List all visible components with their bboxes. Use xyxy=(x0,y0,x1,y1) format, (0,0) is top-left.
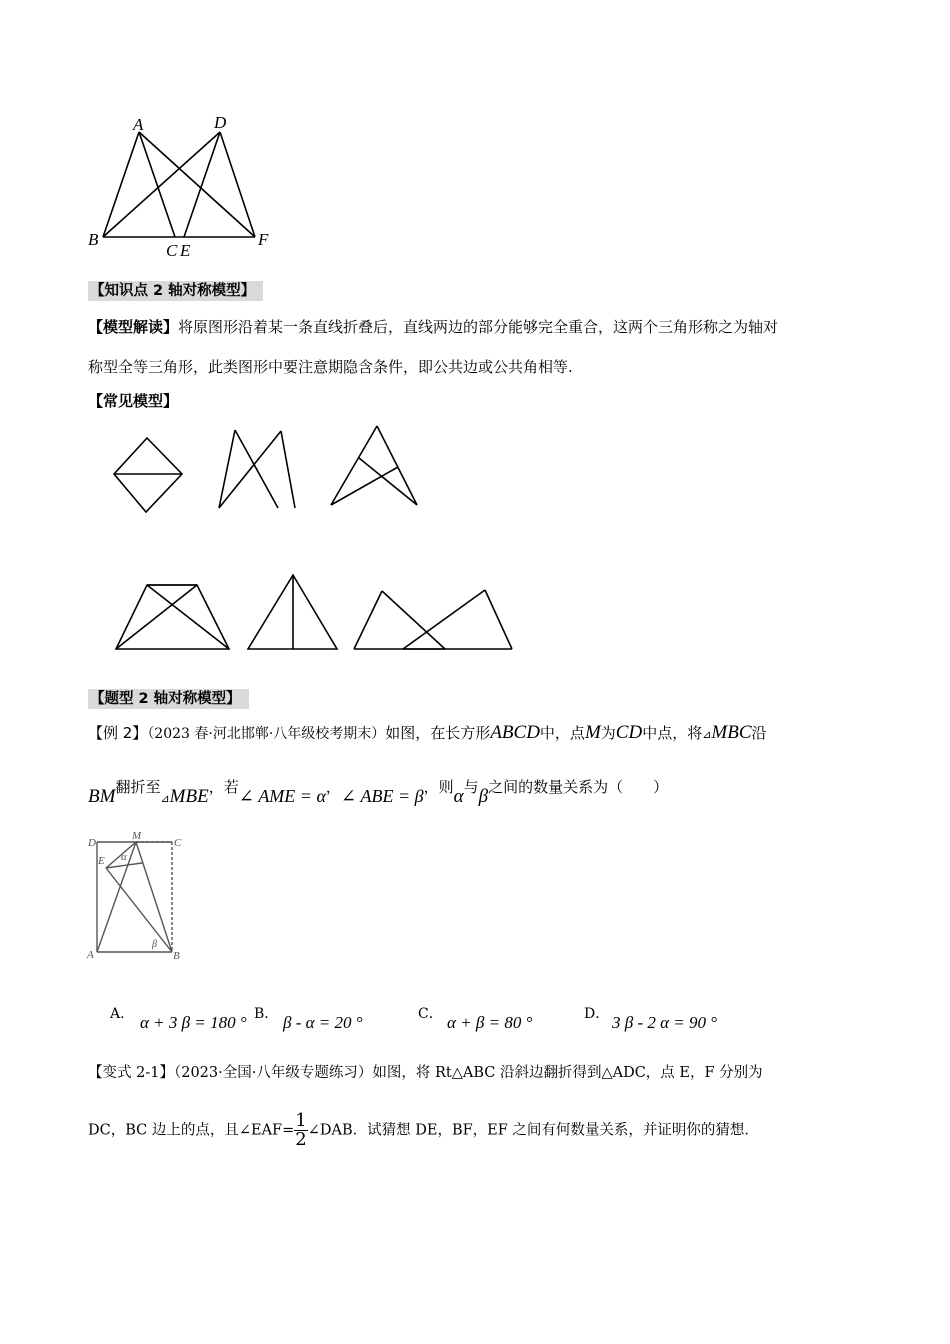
model-explain-line2: 称型全等三角形，此类图形中要注意期隐含条件，即公共边或公共角相等. xyxy=(88,358,573,376)
seg-MB xyxy=(136,842,172,952)
knowledge-point-2-tag: 【知识点 2 轴对称模型】 xyxy=(88,281,263,301)
model-two-tri-4 xyxy=(403,590,485,649)
variant21-label: 【变式 2-1】 xyxy=(88,1065,174,1081)
variant21-text2a: DC，BC 边上的点，且∠EAF= xyxy=(88,1122,295,1139)
model-bigtri-d2 xyxy=(147,585,229,649)
example2-mbe: MBE xyxy=(169,786,209,807)
example2-text4: 中点，将 xyxy=(642,724,703,742)
model-tri-left xyxy=(331,426,377,505)
example2-abcd: ABCD xyxy=(490,722,540,743)
seg-EB xyxy=(106,868,172,952)
fig2-label-E: E xyxy=(98,855,105,867)
example2-text10: 与 xyxy=(463,778,479,796)
model-explain-label: 【模型解读】 xyxy=(88,318,179,336)
fraction-numerator: 1 xyxy=(295,1110,307,1131)
model-explain-text1: 将原图形沿着某一条直线折叠后，直线两边的部分能够完全重合，这两个三角形称之为轴对 xyxy=(178,318,779,336)
label-E: E xyxy=(180,241,191,260)
example2-triangle-symbol-1: ⊿ xyxy=(702,728,712,741)
example2-bm: BM xyxy=(88,786,116,807)
example2-text11: 之间的数量关系为（ ） xyxy=(488,778,669,796)
example2-condition2: ∠ ABE = β xyxy=(340,786,424,806)
option-c-letter[interactable]: C． xyxy=(418,1006,443,1022)
example2-label: 【例 2】 xyxy=(88,724,148,742)
example2-text1: 如图，在长方形 xyxy=(385,724,491,742)
variant21-source: （2023·全国·八年级专题练习） xyxy=(173,1065,373,1081)
option-d-letter[interactable]: D． xyxy=(584,1006,610,1022)
fig2-label-M: M xyxy=(132,830,142,842)
type-2-tag: 【题型 2 轴对称模型】 xyxy=(88,689,249,709)
fig2-label-A: A xyxy=(87,949,94,961)
fig2-label-C: C xyxy=(174,837,182,849)
fig2-label-alpha: α xyxy=(121,851,127,863)
common-models-label: 【常见模型】 xyxy=(88,392,179,410)
model-two-tri-1 xyxy=(354,591,382,649)
variant21-line2 xyxy=(88,1112,759,1149)
example2-text9: ，则 xyxy=(423,778,454,796)
label-F: F xyxy=(258,230,269,249)
option-c-expr[interactable]: α + β = 80 ° xyxy=(447,1013,533,1032)
label-B: B xyxy=(88,230,99,249)
figure-top-triangles xyxy=(80,108,280,268)
model-tri-right xyxy=(377,426,417,505)
variant21-text1: 如图，将 Rt△ABC 沿斜边翻折得到△ADC，点 E，F 分别为 xyxy=(372,1065,763,1081)
option-b-letter[interactable]: B． xyxy=(254,1006,279,1022)
label-D: D xyxy=(214,113,227,132)
example2-text7: ，若 xyxy=(208,778,239,796)
model-tri-cross2 xyxy=(359,458,417,505)
model-tri-cross1 xyxy=(331,467,398,505)
example2-line2 xyxy=(88,776,669,807)
model-m-left xyxy=(219,430,235,508)
example2-m: M xyxy=(584,722,601,743)
example2-text3: 为 xyxy=(600,724,616,742)
example2-figure xyxy=(86,830,196,962)
example2-alpha: α xyxy=(453,786,464,807)
example2-triangle-symbol-2: ⊿ xyxy=(160,792,170,805)
variant21-line1 xyxy=(88,1061,763,1082)
example2-text6: 翻折至 xyxy=(115,778,161,796)
model-explain-line1 xyxy=(88,316,778,337)
example2-mbc: MBC xyxy=(711,722,752,743)
label-A: A xyxy=(133,115,144,134)
label-C: C xyxy=(166,241,178,260)
option-a-letter[interactable]: A． xyxy=(110,1006,135,1022)
model-two-tri-2 xyxy=(382,591,445,649)
fraction-denominator: 2 xyxy=(295,1129,307,1150)
option-b-expr[interactable]: β - α = 20 ° xyxy=(283,1013,363,1032)
fig2-label-B: B xyxy=(173,950,180,962)
model-bigtri-d1 xyxy=(116,585,197,649)
fig2-label-beta: β xyxy=(152,939,157,950)
option-a-expr[interactable]: α + 3 β = 180 ° xyxy=(140,1013,247,1032)
fig2-label-D: D xyxy=(88,837,96,849)
example2-text8: ， xyxy=(325,778,341,796)
example2-beta: β xyxy=(478,786,489,807)
variant21-fraction xyxy=(294,1112,307,1149)
example2-cd: CD xyxy=(615,722,643,743)
model-bigtri xyxy=(116,585,229,649)
option-d-expr[interactable]: 3 β - 2 α = 90 ° xyxy=(612,1013,718,1032)
variant21-text2b: ∠DAB．试猜想 DE，BF，EF 之间有何数量关系，并证明你的猜想． xyxy=(307,1122,759,1139)
model-m-right xyxy=(281,431,295,508)
example2-line1 xyxy=(88,722,767,744)
common-models-figures xyxy=(100,420,520,660)
example2-condition1: ∠ AME = α xyxy=(238,786,326,806)
example2-source: （2023 春·河北邯郸·八年级校考期末） xyxy=(147,726,386,742)
model-kite xyxy=(114,438,182,512)
model-two-tri-5 xyxy=(485,590,512,649)
example2-text2: 中，点 xyxy=(539,724,585,742)
example2-text5: 沿 xyxy=(751,724,767,742)
